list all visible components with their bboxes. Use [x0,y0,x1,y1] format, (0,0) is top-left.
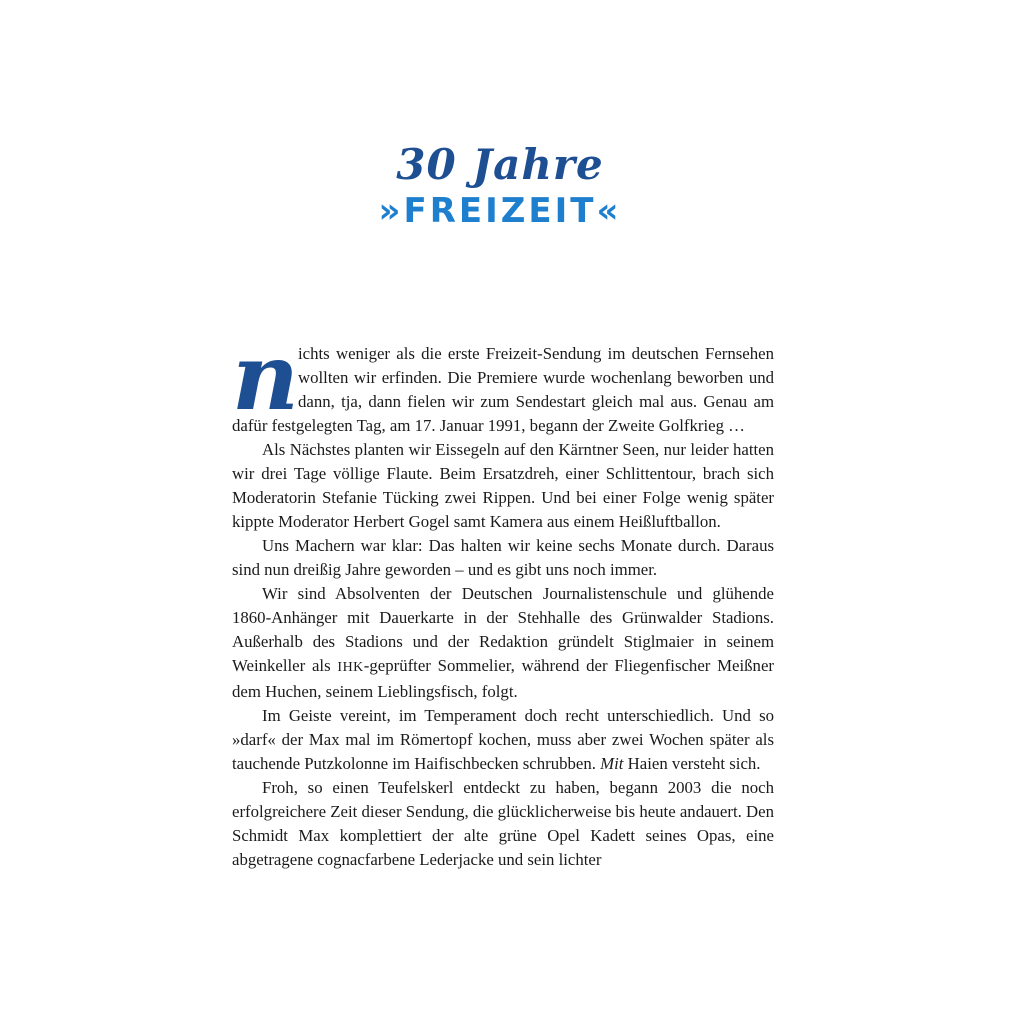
chapter-title-line-2: »FREIZEIT« [378,191,622,231]
paragraph-5 [232,704,774,776]
paragraph-2: Als Nächstes planten wir Eissegeln auf den Kärntner Seen, nur leider hatten wir drei Tage völlige Flaute. Beim Ersatzdreh, einer Schlittentour, brach sich Moderatorin Stefanie Tücking zwei Rippen. Und bei einer Folge wenig später kippte Moderator Herbert Gogel samt Kamera aus einem Heißluftballon. [232,440,774,531]
drop-cap-letter: n [232,323,299,431]
paragraph-4-rest: -geprüfter Sommelier, während der Fliegenfischer Meißner dem Huchen, seinem Lieblingsfisch, folgt. [232,656,774,701]
body-text [232,323,774,872]
chapter-title-line-1: 30 Jahre [396,140,604,189]
paragraph-5-italic: Mit [600,754,624,773]
paragraph-5-text: Im Geiste vereint, im Temperament doch recht unterschiedlich. Und so »darf« der Max mal im Römertopf kochen, muss aber zwei Wochen später als tauchende Putzkolonne im Haifischbecken schrubben. [232,706,774,773]
paragraph-4-text: Wir sind Absolventen der Deutschen Journalistenschule und glühende 1860-Anhänger mit Dauerkarte in der Stehhalle des Grünwalder Stadions. Außerhalb des Stadions und der Redaktion gründelt Stiglmaier in seinem Weinkeller als [232,584,774,675]
paragraph-6: Froh, so einen Teufelskerl entdeckt zu haben, begann 2003 die noch erfolgreichere Zeit dieser Sendung, die glücklicherweise bis heute andauert. Den Schmidt Max komplettiert der alte grüne Opel Kadett seines Opas, eine abgetragene cognacfarbene Lederjacke und sein lichter [232,778,774,869]
paragraph-4 [232,582,774,704]
chapter-title [0,140,1000,232]
paragraph-5-rest: Haien versteht sich. [623,754,761,773]
ihk-abbreviation: IHK [337,660,364,675]
paragraph-3: Uns Machern war klar: Das halten wir keine sechs Monate durch. Daraus sind nun dreißig Jahre geworden – und es gibt uns noch immer. [232,536,774,579]
paragraph-1 [232,323,774,438]
paragraph-1-text: ichts weniger als die erste Freizeit-Sendung im deutschen Fernsehen wollten wir erfinden. Die Premiere wurde wochenlang beworben und dann, tja, dann fielen wir zum Sendestart gleich mal aus. Genau am dafür festgelegten Tag, am 17. Januar 1991, begann der Zweite Golfkrieg … [232,344,774,435]
